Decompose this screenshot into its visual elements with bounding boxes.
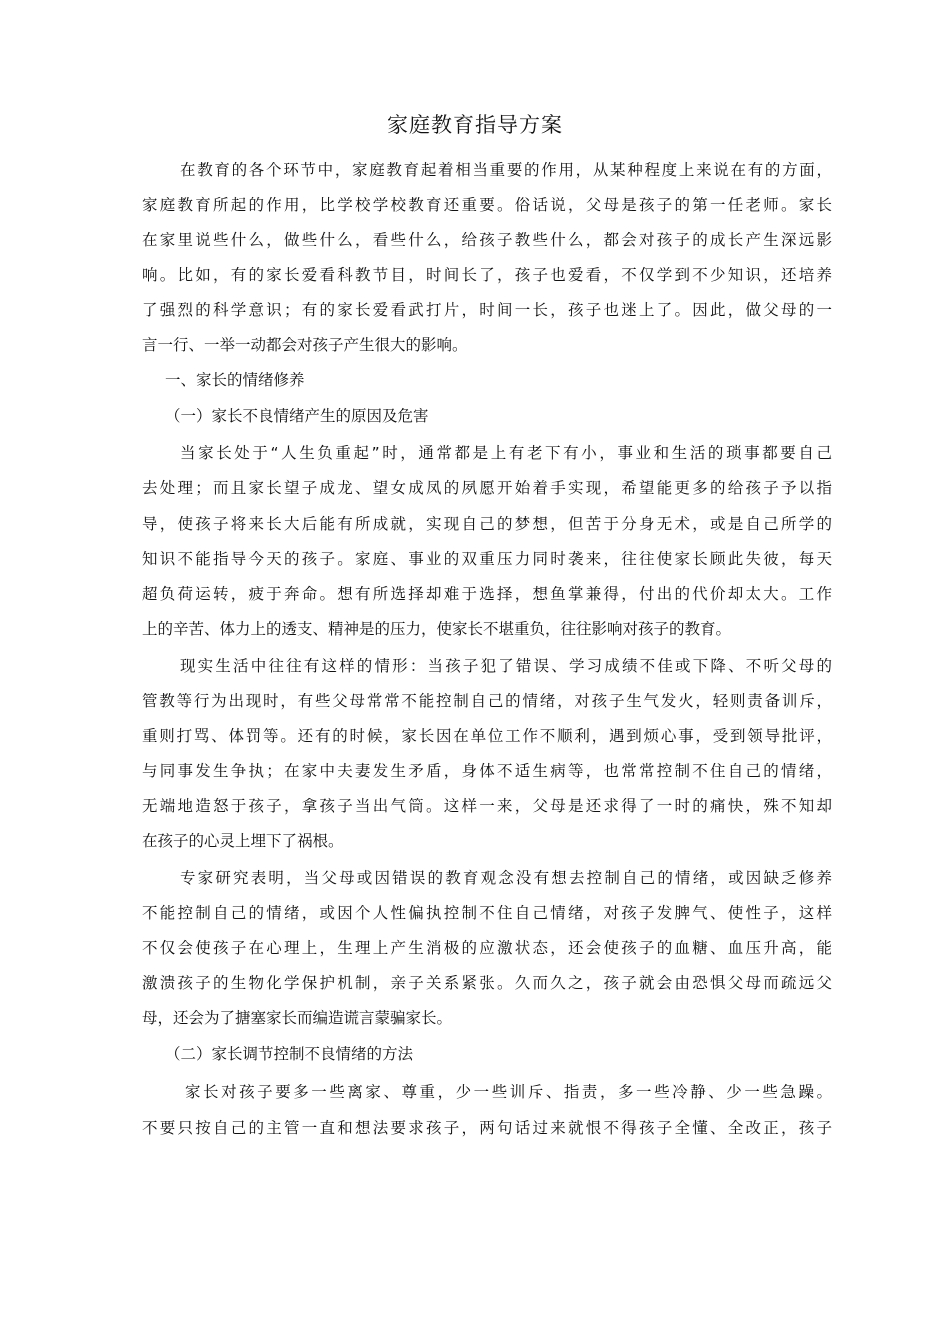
paragraph-line: 在孩子的心灵上埋下了祸根。 (142, 832, 344, 850)
subsection-heading: （二）家长调节控制不良情绪的方法 (165, 1045, 414, 1063)
paragraph-line: 知识不能指导今天的孩子。家庭、事业的双重压力同时袭来，往往使家长顾此失彼，每天 (142, 550, 832, 568)
paragraph-line: 言一行、一举一动都会对孩子产生很大的影响。 (142, 336, 468, 354)
paragraph-line: 不能控制自己的情绪，或因个人性偏执控制不住自己情绪，对孩子发脾气、使性子，这样 (142, 904, 832, 922)
paragraph-line: 重则打骂、体罚等。还有的时候，家长因在单位工作不顺利，遇到烦心事，受到领导批评， (142, 727, 832, 745)
paragraph-line: 导，使孩子将来长大后能有所成就，实现自己的梦想，但苦于分身无术，或是自己所学的 (142, 515, 832, 533)
paragraph-line: 激溃孩子的生物化学保护机制，亲子关系紧张。久而久之，孩子就会由恐惧父母而疏远父 (142, 974, 832, 992)
paragraph-line: 在教育的各个环节中，家庭教育起着相当重要的作用，从某种程度上来说在有的方面， (180, 161, 832, 179)
paragraph-line: 母，还会为了搪塞家长而编造谎言蒙骗家长。 (142, 1009, 453, 1027)
paragraph-line: 现实生活中往往有这样的情形：当孩子犯了错误、学习成绩不佳或下降、不听父母的 (180, 657, 832, 675)
paragraph-line: 管教等行为出现时，有些父母常常不能控制自己的情绪，对孩子生气发火，轻则责备训斥， (142, 692, 832, 710)
paragraph-line: 在家里说些什么，做些什么，看些什么，给孩子教些什么，都会对孩子的成长产生深远影 (142, 231, 832, 249)
page-title: 家庭教育指导方案 (387, 113, 563, 137)
paragraph-line: 家长对孩子要多一些离家、尊重，少一些训斥、指责，多一些冷静、少一些急躁。 (185, 1083, 832, 1101)
paragraph-line: 不要只按自己的主管一直和想法要求孩子，两句话过来就恨不得孩子全懂、全改正，孩子 (142, 1119, 832, 1137)
paragraph-line: 了强烈的科学意识；有的家长爱看武打片，时间一长，孩子也迷上了。因此，做父母的一 (142, 301, 832, 319)
paragraph-line: 家庭教育所起的作用，比学校学校教育还重要。俗话说，父母是孩子的第一任老师。家长 (142, 196, 832, 214)
paragraph-line: 专家研究表明，当父母或因错误的教育观念没有想去控制自己的情绪，或因缺乏修养 (180, 869, 832, 887)
paragraph-line: 当家长处于“人生负重起”时，通常都是上有老下有小，事业和生活的琐事都要自己 (180, 444, 832, 462)
paragraph-line: 去处理；而且家长望子成龙、望女成凤的夙愿开始着手实现，希望能更多的给孩子予以指 (142, 479, 832, 497)
subsection-heading: （一）家长不良情绪产生的原因及危害 (165, 407, 429, 425)
section-heading: 一、家长的情绪修养 (165, 371, 305, 389)
paragraph-line: 不仅会使孩子在心理上，生理上产生消极的应激状态，还会使孩子的血糖、血压升高，能 (142, 939, 832, 957)
paragraph-line: 超负荷运转，疲于奔命。想有所选择却难于选择，想鱼掌兼得，付出的代价却太大。工作 (142, 585, 832, 603)
paragraph-line: 响。比如，有的家长爱看科教节目，时间长了，孩子也爱看，不仅学到不少知识，还培养 (142, 266, 832, 284)
paragraph-line: 无端地造怒于孩子，拿孩子当出气筒。这样一来，父母是还求得了一时的痛快，殊不知却 (142, 797, 832, 815)
paragraph-line: 与同事发生争执；在家中夫妻发生矛盾，身体不适生病等，也常常控制不住自己的情绪， (142, 762, 832, 780)
paragraph-line: 上的辛苦、体力上的透支、精神是的压力，使家长不堪重负，往往影响对孩子的教育。 (142, 620, 732, 638)
